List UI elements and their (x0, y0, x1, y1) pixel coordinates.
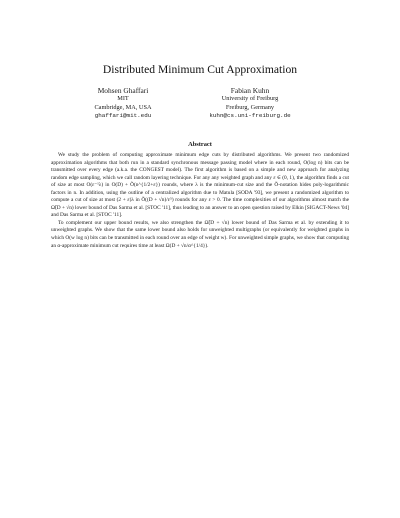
author-email: kuhn@cs.uni-freiburg.de (209, 112, 291, 120)
abstract-heading: Abstract (188, 141, 212, 148)
abstract-body (51, 152, 349, 250)
author-location: Cambridge, MA, USA (94, 103, 152, 111)
author-1 (58, 86, 188, 121)
paper-title: Distributed Minimum Cut Approximation (102, 63, 298, 76)
author-block (0, 86, 400, 126)
author-2 (185, 86, 315, 121)
author-name: Mohsen Ghaffari (97, 86, 149, 95)
abstract-paragraph: To complement our upper bound results, we also strengthen the Ω̃(D + √n) lower bound of Das Sarma et al. by extending it to unweighted graphs. We show that the same lower bound also holds for unweighted multigraphs (or equivalently for weighted graphs in which O(w log n) bits can be transmitted in each round over an edge of weight w). For unweighted simple graphs, we show that computing an α-approximate minimum cut requires time at least Ω(D + √n/α^{1/4}). (51, 219, 349, 249)
author-affiliation: University of Freiburg (221, 95, 279, 103)
author-location: Freiburg, Germany (225, 103, 275, 111)
author-name: Fabian Kuhn (230, 86, 270, 95)
author-email: ghaffari@mit.edu (94, 112, 152, 120)
abstract-paragraph: We study the problem of computing approximate minimum edge cuts by distributed algorithms. We present two randomized approximation algorithms that both run in a standard synchronous message passing model where in each round, O(log n) bits can be transmitted over every edge (a.k.a. the CONGEST model). The first algorithm is based on a simple and new approach for analyzing random edge sampling, which we call random layering technique. For any any weighted graph and any ε ∈ (0, 1), the algorithm finds a cut of size at most O(ε⁻¹λ) in O(D) + Õ(n^{1/2+ε}) rounds, where λ is the minimum-cut size and the Õ-notation hides poly-logarithmic factors in n. In addition, using the outline of a centralized algorithm due to Matula [SODA '93], we present a randomized algorithm to compute a cut of size at most (2 + ε)λ in Õ((D + √n)/ε⁵) rounds for any ε > 0. The time complexities of our algorithms almost match the Ω̃(D + √n) lower bound of Das Sarma et al. [STOC '11], thus leading to an answer to an open question raised by Elkin [SIGACT-News '04] and Das Sarma et al. [STOC '11]. (51, 152, 349, 219)
author-affiliation: MIT (117, 95, 129, 103)
